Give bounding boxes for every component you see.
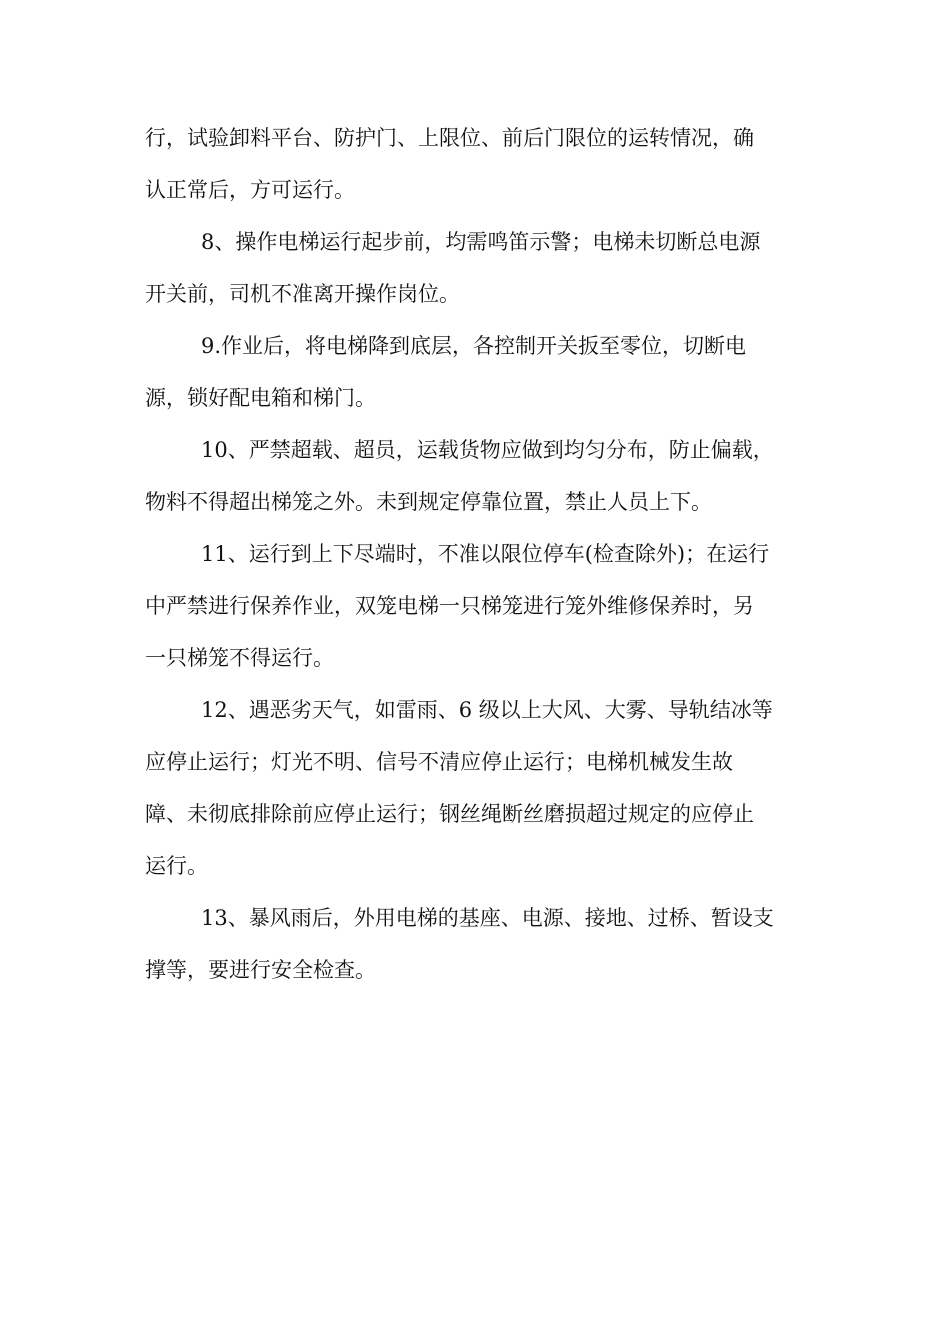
paragraph-8-start: 8、操作电梯运行起步前，均需鸣笛示警；电梯未切断总电源 [201,230,761,254]
text-line: 运行。 [145,854,208,878]
text-line: 障、未彻底排除前应停止运行；钢丝绳断丝磨损超过规定的应停止 [145,802,754,826]
text-line: 行，试验卸料平台、防护门、上限位、前后门限位的运转情况，确 [145,126,754,150]
text-line: 开关前，司机不准离开操作岗位。 [145,282,460,306]
text-line: 源，锁好配电箱和梯门。 [145,386,376,410]
document-body [145,112,805,996]
text-line: 一只梯笼不得运行。 [145,646,334,670]
paragraph-13-start: 13、暴风雨后，外用电梯的基座、电源、接地、过桥、暂设支 [201,906,774,930]
text-line: 物料不得超出梯笼之外。未到规定停靠位置，禁止人员上下。 [145,490,712,514]
text-line: 中严禁进行保养作业，双笼电梯一只梯笼进行笼外维修保养时，另 [145,594,754,618]
paragraph-10-start: 10、严禁超载、超员，运载货物应做到均匀分布，防止偏载， [201,438,774,462]
paragraph-12-start: 12、遇恶劣天气，如雷雨、6 级以上大风、大雾、导轨结冰等 [201,698,773,722]
paragraph-9-start: 9.作业后，将电梯降到底层，各控制开关扳至零位，切断电 [201,334,747,358]
text-line: 应停止运行；灯光不明、信号不清应停止运行；电梯机械发生故 [145,750,733,774]
paragraph-11-start: 11、运行到上下尽端时，不准以限位停车(检查除外)；在运行 [201,542,770,566]
text-line: 撑等，要进行安全检查。 [145,958,376,982]
text-line: 认正常后，方可运行。 [145,178,355,202]
